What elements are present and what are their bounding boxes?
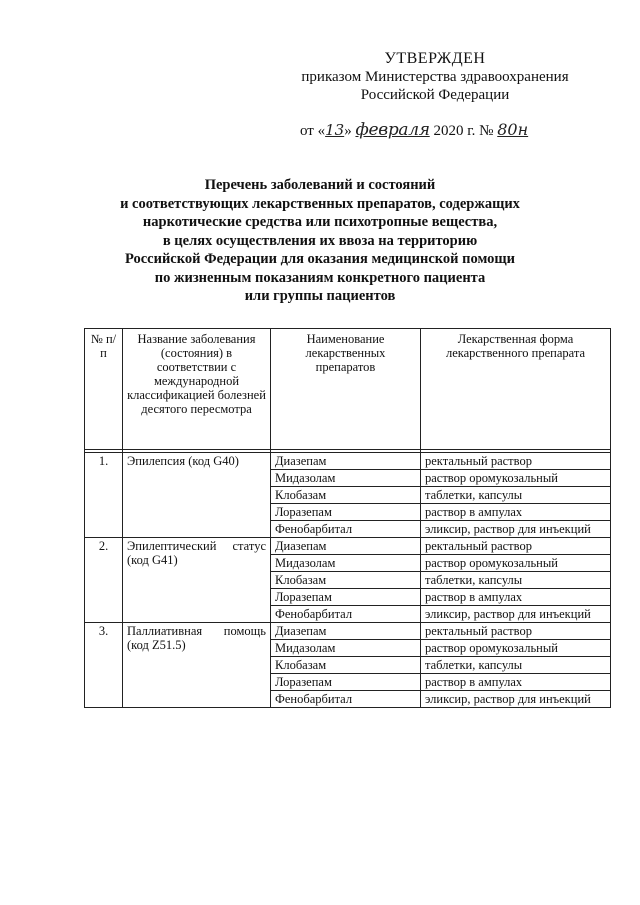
drug-form: эликсир, раствор для инъекций xyxy=(421,691,611,708)
drug-name: Лоразепам xyxy=(271,504,421,521)
drug-name: Мидазолам xyxy=(271,470,421,487)
drug-form: таблетки, капсулы xyxy=(421,657,611,674)
drug-list-table xyxy=(84,328,611,708)
title-line: Перечень заболеваний и состояний xyxy=(204,177,436,193)
disease-name: Эпилепсия (код G40) xyxy=(123,453,271,538)
order-number: 80н xyxy=(497,120,529,139)
order-date-line xyxy=(300,120,600,140)
date-day-close: » xyxy=(344,123,352,139)
title-line: Российской Федерации для оказания медицинской помощи xyxy=(124,251,516,267)
header-number: № п/п xyxy=(85,329,123,450)
date-prefix: от « xyxy=(300,123,326,139)
drug-name: Клобазам xyxy=(271,487,421,504)
drug-name: Лоразепам xyxy=(271,589,421,606)
drug-form: раствор в ампулах xyxy=(421,674,611,691)
drug-name: Фенобарбитал xyxy=(271,521,421,538)
drug-name: Мидазолам xyxy=(271,640,421,657)
drug-form: ректальный раствор xyxy=(421,453,611,470)
title-line: и соответствующих лекарственных препаратов, содержащих xyxy=(120,195,520,212)
drug-form: раствор в ампулах xyxy=(421,589,611,606)
drug-form: таблетки, капсулы xyxy=(421,487,611,504)
table-row xyxy=(85,538,611,555)
drug-name: Фенобарбитал xyxy=(271,606,421,623)
header-disease: Название заболевания (состояния) в соответствии с международной классификацией болезней десятого пересмотра xyxy=(123,329,271,450)
date-month: февраля xyxy=(355,120,430,140)
drug-form: ректальный раствор xyxy=(421,623,611,640)
title-line: наркотические средства или психотропные вещества, xyxy=(142,214,498,230)
drug-name: Лоразепам xyxy=(271,674,421,691)
row-number: 2. xyxy=(85,538,123,623)
drug-name: Мидазолам xyxy=(271,555,421,572)
drug-name: Фенобарбитал xyxy=(271,691,421,708)
date-day: 13 xyxy=(325,121,345,139)
approval-line-ministry: приказом Министерства здравоохранения xyxy=(301,69,569,85)
row-number: 3. xyxy=(85,623,123,708)
table-row xyxy=(85,453,611,470)
drug-name: Диазепам xyxy=(271,538,421,555)
drug-form: раствор оромукозальный xyxy=(421,640,611,657)
drug-form: эликсир, раствор для инъекций xyxy=(421,606,611,623)
title-line: по жизненным показаниям конкретного пациента xyxy=(154,269,486,286)
drug-form: раствор оромукозальный xyxy=(421,555,611,572)
disease-name: Эпилептический статус (код G41) xyxy=(123,538,271,623)
table-header-row xyxy=(85,329,611,450)
table-row xyxy=(85,623,611,640)
drug-form: раствор в ампулах xyxy=(421,504,611,521)
drug-form: ректальный раствор xyxy=(421,538,611,555)
approval-heading: УТВЕРЖДЕН xyxy=(384,50,486,67)
drug-form: таблетки, капсулы xyxy=(421,572,611,589)
header-drug: Наименование лекарственных препаратов xyxy=(271,329,421,450)
drug-name: Клобазам xyxy=(271,657,421,674)
title-line: в целях осуществления их ввоза на территорию xyxy=(162,232,478,249)
drug-form: раствор оромукозальный xyxy=(421,470,611,487)
drug-name: Диазепам xyxy=(271,623,421,640)
drug-name: Клобазам xyxy=(271,572,421,589)
row-number: 1. xyxy=(85,453,123,538)
drug-name: Диазепам xyxy=(271,453,421,470)
approval-stamp xyxy=(290,50,580,104)
title-line: или группы пациентов xyxy=(244,288,396,304)
date-year: 2020 г. № xyxy=(433,123,494,139)
disease-name: Паллиативная помощь (код Z51.5) xyxy=(123,623,271,708)
header-form: Лекарственная форма лекарственного препарата xyxy=(421,329,611,450)
document-title xyxy=(60,176,580,306)
approval-line-federation: Российской Федерации xyxy=(360,87,510,103)
drug-form: эликсир, раствор для инъекций xyxy=(421,521,611,538)
